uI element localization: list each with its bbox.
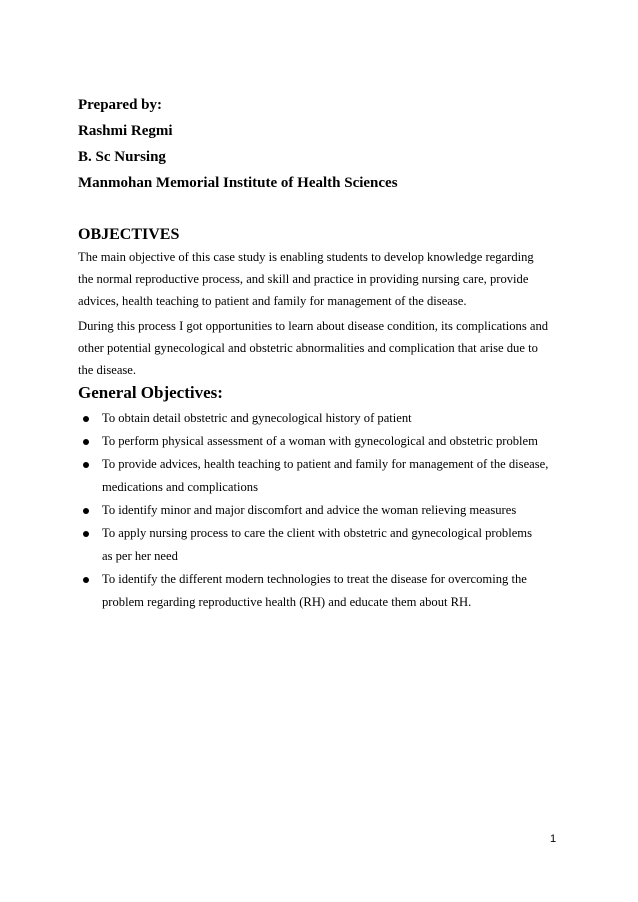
prepared-by-heading: Prepared by:: [78, 97, 163, 113]
objectives-heading: OBJECTIVES: [78, 226, 180, 243]
bullet-icon: [83, 416, 89, 422]
list-item: [78, 407, 568, 430]
paragraph-line: The main objective of this case study is enabling students to develop knowledge regarding: [78, 250, 534, 264]
general-objectives-heading: General Objectives:: [78, 383, 223, 402]
prepared-by-block: [78, 92, 568, 196]
list-item-text: To perform physical assessment of a woman with gynecological and obstetric problem: [102, 434, 538, 448]
list-item-text-continued: medications and complications: [102, 480, 258, 494]
general-objectives-list: [78, 407, 568, 614]
paragraph-line: During this process I got opportunities to learn about disease condition, its complications and: [78, 319, 549, 333]
list-item: [78, 568, 568, 614]
bullet-icon: [83, 439, 89, 445]
list-item-text: To identify minor and major discomfort and advice the woman relieving measures: [102, 503, 517, 517]
list-item-text: To provide advices, health teaching to patient and family for management of the disease,: [102, 457, 549, 471]
list-item-text-continued: problem regarding reproductive health (RH) and educate them about RH.: [102, 595, 472, 609]
page-number: 1: [550, 833, 557, 845]
paragraph-line: the disease.: [78, 363, 137, 377]
paragraph-line: advices, health teaching to patient and family for management of the disease.: [78, 294, 467, 308]
list-item-text: To identify the different modern technologies to treat the disease for overcoming the: [102, 572, 527, 586]
objectives-paragraph-1: [78, 246, 568, 312]
bullet-icon: [83, 577, 89, 583]
list-item: [78, 453, 568, 499]
paragraph-line: other potential gynecological and obstetric abnormalities and complication that arise due to: [78, 341, 538, 355]
list-item-text: To apply nursing process to care the client with obstetric and gynecological problems: [102, 526, 532, 540]
list-item: [78, 522, 568, 568]
list-item-text-continued: as per her need: [102, 549, 178, 563]
objectives-paragraph-2: [78, 315, 568, 381]
bullet-icon: [83, 531, 89, 537]
bullet-icon: [83, 462, 89, 468]
list-item: [78, 499, 568, 522]
paragraph-line: the normal reproductive process, and skill and practice in providing nursing care, provide: [78, 272, 529, 286]
author-degree: B. Sc Nursing: [78, 149, 166, 165]
bullet-icon: [83, 508, 89, 514]
list-item: [78, 430, 568, 453]
author-institute: Manmohan Memorial Institute of Health Sciences: [78, 175, 398, 191]
author-name: Rashmi Regmi: [78, 123, 173, 139]
list-item-text: To obtain detail obstetric and gynecological history of patient: [102, 411, 412, 425]
